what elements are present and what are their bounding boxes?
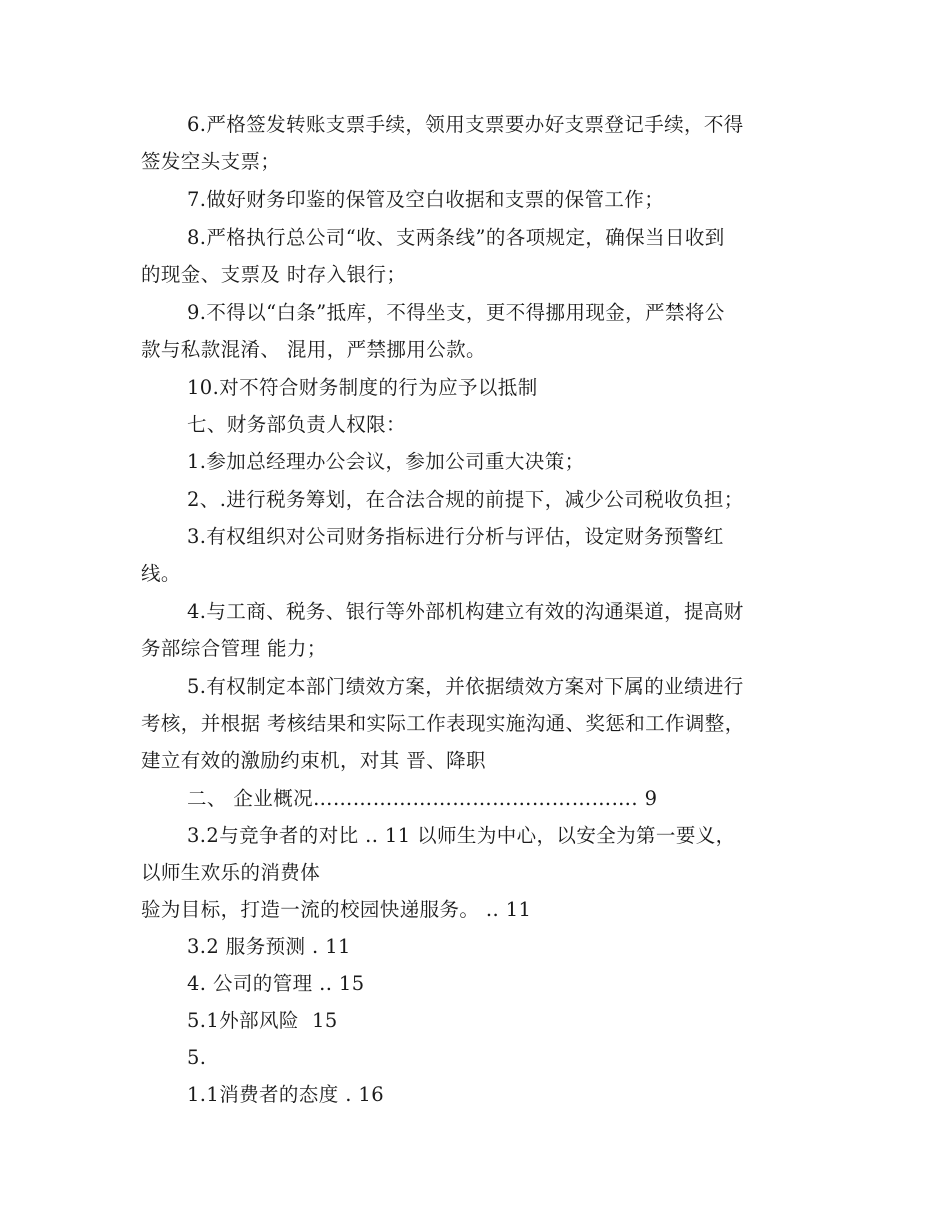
text-line: 款与私款混淆、 混用，严禁挪用公款。 [141, 338, 486, 361]
toc-entry: 3.2与竞争者的对比 .. 11 以师生为中心，以安全为第一要义， [187, 824, 736, 847]
toc-entry: 3.2 服务预测 . 11 [187, 935, 351, 958]
toc-entry: 4. 公司的管理 .. 15 [187, 972, 365, 995]
text-line: 9.不得以“白条”抵库，不得坐支，更不得挪用现金，严禁将公 [187, 301, 725, 324]
text-line: 的现金、支票及 时存入银行； [141, 263, 407, 286]
text-line: 5.有权制定本部门绩效方案，并依据绩效方案对下属的业绩进行 [187, 675, 744, 698]
text-line: 签发空头支票； [141, 150, 281, 173]
text-line: 7.做好财务印鉴的保管及空白收据和支票的保管工作； [187, 188, 665, 211]
text-line: 考核，并根据 考核结果和实际工作表现实施沟通、奖惩和工作调整， [141, 712, 745, 735]
text-line: 线。 [141, 562, 181, 585]
toc-entry: 5. [187, 1046, 207, 1069]
toc-entry: 1.1消费者的态度 . 16 [187, 1083, 385, 1106]
text-line: 1.参加总经理办公会议，参加公司重大决策； [187, 450, 585, 473]
text-line: 务部综合管理 能力； [141, 637, 327, 660]
toc-entry: 二、 企业概况…………………………………………. 9 [187, 787, 658, 810]
toc-entry: 验为目标，打造一流的校园快递服务。 .. 11 [141, 898, 532, 921]
text-line: 4.与工商、税务、银行等外部机构建立有效的沟通渠道，提高财 [187, 600, 744, 623]
toc-entry: 5.1外部风险 15 [187, 1009, 338, 1032]
text-line: 3.有权组织对公司财务指标进行分析与评估，设定财务预警红 [187, 525, 724, 548]
text-line: 6.严格签发转账支票手续，领用支票要办好支票登记手续，不得 [187, 113, 744, 136]
text-line: 10.对不符合财务制度的行为应予以抵制 [187, 376, 538, 399]
section-heading: 七、财务部负责人权限： [187, 413, 406, 436]
text-line: 建立有效的激励约束机，对其 晋、降职 [141, 749, 486, 772]
text-line: 2、.进行税务筹划，在合法合规的前提下，减少公司税收负担； [187, 488, 744, 511]
toc-entry: 以师生欢乐的消费体 [141, 861, 321, 884]
text-line: 8.严格执行总公司“收、支两条线”的各项规定，确保当日收到 [187, 226, 725, 249]
